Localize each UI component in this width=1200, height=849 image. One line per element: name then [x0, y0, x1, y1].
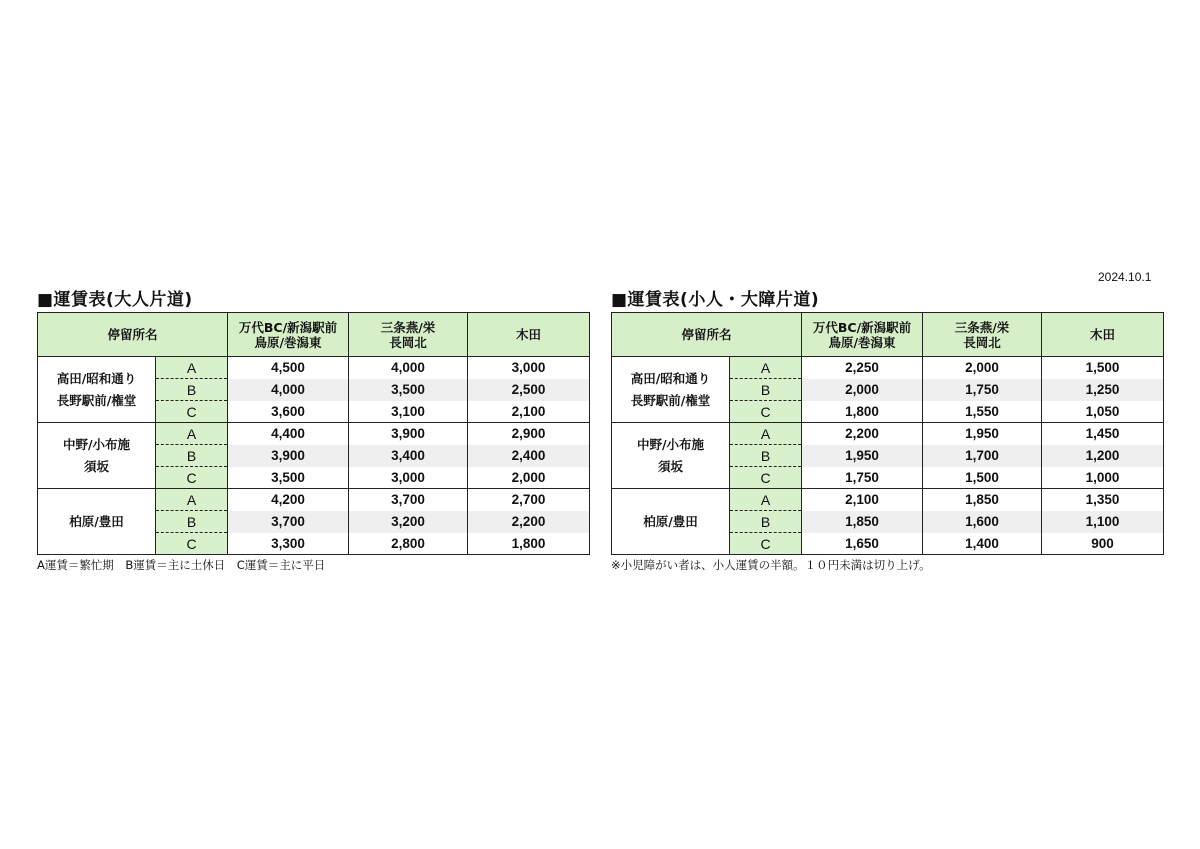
- fare-class-cell: C: [730, 533, 802, 555]
- fare-class-cell: B: [156, 379, 228, 401]
- fare-value-cell: 1,850: [923, 489, 1042, 511]
- adult-fare-note: A運賃＝繁忙期 B運賃＝主に土休日 C運賃＝主に平日: [37, 558, 326, 572]
- issue-date: 2024.10.1: [1098, 270, 1152, 284]
- fare-row: [612, 489, 1164, 511]
- fare-value-cell: 1,100: [1042, 511, 1164, 533]
- fare-value-cell: 2,000: [923, 357, 1042, 379]
- child-fare-title: ■運賃表(小人・大障片道): [611, 290, 820, 310]
- fare-value-cell: 1,750: [923, 379, 1042, 401]
- stop-name-cell: [38, 423, 156, 489]
- fare-value-cell: 1,800: [802, 401, 923, 423]
- fare-class-cell: C: [730, 467, 802, 489]
- fare-value-cell: 4,500: [228, 357, 349, 379]
- fare-value-cell: 3,700: [349, 489, 468, 511]
- adult-fare-table: [37, 312, 590, 555]
- fare-value-cell: 2,100: [468, 401, 590, 423]
- col-bandai-header: [802, 313, 923, 357]
- fare-class-cell: A: [156, 489, 228, 511]
- fare-class-cell: C: [156, 533, 228, 555]
- fare-value-cell: 1,950: [802, 445, 923, 467]
- fare-value-cell: 1,850: [802, 511, 923, 533]
- fare-class-cell: B: [156, 445, 228, 467]
- header-row: [612, 313, 1164, 357]
- fare-value-cell: 3,900: [349, 423, 468, 445]
- fare-value-cell: 2,900: [468, 423, 590, 445]
- header-line: 鳥原/巻潟東: [828, 334, 896, 350]
- fare-value-cell: 1,950: [923, 423, 1042, 445]
- fare-value-cell: 2,800: [349, 533, 468, 555]
- fare-row: [612, 357, 1164, 379]
- fare-class-cell: A: [730, 423, 802, 445]
- fare-value-cell: 1,750: [802, 467, 923, 489]
- fare-value-cell: 3,100: [349, 401, 468, 423]
- fare-value-cell: 2,500: [468, 379, 590, 401]
- fare-value-cell: 1,450: [1042, 423, 1164, 445]
- fare-row: [612, 423, 1164, 445]
- fare-value-cell: 2,200: [468, 511, 590, 533]
- fare-value-cell: 2,700: [468, 489, 590, 511]
- stop-name-line: 須坂: [657, 458, 683, 474]
- stop-name-line: 長野駅前/権堂: [630, 392, 711, 408]
- stop-name-line: 須坂: [83, 458, 109, 474]
- fare-class-cell: B: [730, 445, 802, 467]
- fare-value-cell: 1,650: [802, 533, 923, 555]
- fare-value-cell: 2,400: [468, 445, 590, 467]
- fare-value-cell: 3,500: [228, 467, 349, 489]
- fare-value-cell: 3,000: [468, 357, 590, 379]
- header-line: 万代BC/新潟駅前: [812, 319, 912, 335]
- fare-value-cell: 3,000: [349, 467, 468, 489]
- fare-class-cell: A: [730, 357, 802, 379]
- fare-class-cell: A: [156, 357, 228, 379]
- fare-class-cell: B: [730, 511, 802, 533]
- col-bandai-header: [228, 313, 349, 357]
- fare-value-cell: 3,500: [349, 379, 468, 401]
- header-line: 長岡北: [963, 334, 1001, 350]
- header-line: 万代BC/新潟駅前: [238, 319, 338, 335]
- child-fare-table: [611, 312, 1164, 555]
- fare-value-cell: 2,000: [802, 379, 923, 401]
- fare-value-cell: 3,700: [228, 511, 349, 533]
- col-kida-header: 木田: [468, 313, 590, 357]
- stop-name-line: 中野/小布施: [62, 436, 131, 452]
- col-sanjo-header: [349, 313, 468, 357]
- header-line: 鳥原/巻潟東: [254, 334, 322, 350]
- fare-row: [38, 423, 590, 445]
- fare-class-cell: B: [156, 511, 228, 533]
- header-line: 三条燕/栄: [954, 319, 1010, 335]
- fare-class-cell: B: [730, 379, 802, 401]
- fare-value-cell: 2,100: [802, 489, 923, 511]
- col-kida-header: 木田: [1042, 313, 1164, 357]
- stop-name-cell: [612, 423, 730, 489]
- stop-name-line: 柏原/豊田: [643, 513, 698, 529]
- fare-class-cell: C: [156, 401, 228, 423]
- fare-value-cell: 1,250: [1042, 379, 1164, 401]
- fare-value-cell: 4,000: [228, 379, 349, 401]
- fare-value-cell: 900: [1042, 533, 1164, 555]
- header-line: 長岡北: [389, 334, 427, 350]
- stop-name-cell: [612, 489, 730, 555]
- fare-value-cell: 4,200: [228, 489, 349, 511]
- header-row: [38, 313, 590, 357]
- stop-name-cell: [38, 489, 156, 555]
- stop-name-line: 柏原/豊田: [69, 513, 124, 529]
- child-fare-section: [611, 288, 1166, 573]
- fare-value-cell: 1,200: [1042, 445, 1164, 467]
- fare-row: [38, 357, 590, 379]
- adult-fare-title: ■運賃表(大人片道): [37, 290, 193, 310]
- child-fare-note: ※小児障がい者は、小人運賃の半額。１０円未満は切り上げ。: [611, 558, 931, 572]
- fare-value-cell: 1,500: [1042, 357, 1164, 379]
- stop-name-line: 中野/小布施: [636, 436, 705, 452]
- stop-name-header: 停留所名: [38, 313, 228, 357]
- fare-class-cell: A: [730, 489, 802, 511]
- adult-fare-section: [37, 288, 592, 573]
- stop-name-line: 長野駅前/権堂: [56, 392, 137, 408]
- stop-name-cell: [612, 357, 730, 423]
- fare-value-cell: 4,000: [349, 357, 468, 379]
- fare-value-cell: 1,700: [923, 445, 1042, 467]
- fare-row: [38, 489, 590, 511]
- col-sanjo-header: [923, 313, 1042, 357]
- fare-value-cell: 2,200: [802, 423, 923, 445]
- fare-value-cell: 1,600: [923, 511, 1042, 533]
- fare-value-cell: 1,000: [1042, 467, 1164, 489]
- fare-value-cell: 1,550: [923, 401, 1042, 423]
- fare-value-cell: 1,350: [1042, 489, 1164, 511]
- fare-class-cell: C: [156, 467, 228, 489]
- fare-value-cell: 3,300: [228, 533, 349, 555]
- fare-value-cell: 1,400: [923, 533, 1042, 555]
- header-line: 三条燕/栄: [380, 319, 436, 335]
- stop-name-line: 高田/昭和通り: [56, 370, 137, 386]
- fare-value-cell: 1,050: [1042, 401, 1164, 423]
- stop-name-line: 高田/昭和通り: [630, 370, 711, 386]
- fare-value-cell: 3,600: [228, 401, 349, 423]
- fare-value-cell: 3,900: [228, 445, 349, 467]
- fare-value-cell: 3,200: [349, 511, 468, 533]
- fare-class-cell: A: [156, 423, 228, 445]
- fare-value-cell: 3,400: [349, 445, 468, 467]
- fare-value-cell: 1,800: [468, 533, 590, 555]
- fare-class-cell: C: [730, 401, 802, 423]
- fare-value-cell: 1,500: [923, 467, 1042, 489]
- fare-value-cell: 2,000: [468, 467, 590, 489]
- fare-value-cell: 4,400: [228, 423, 349, 445]
- fare-value-cell: 2,250: [802, 357, 923, 379]
- stop-name-cell: [38, 357, 156, 423]
- stop-name-header: 停留所名: [612, 313, 802, 357]
